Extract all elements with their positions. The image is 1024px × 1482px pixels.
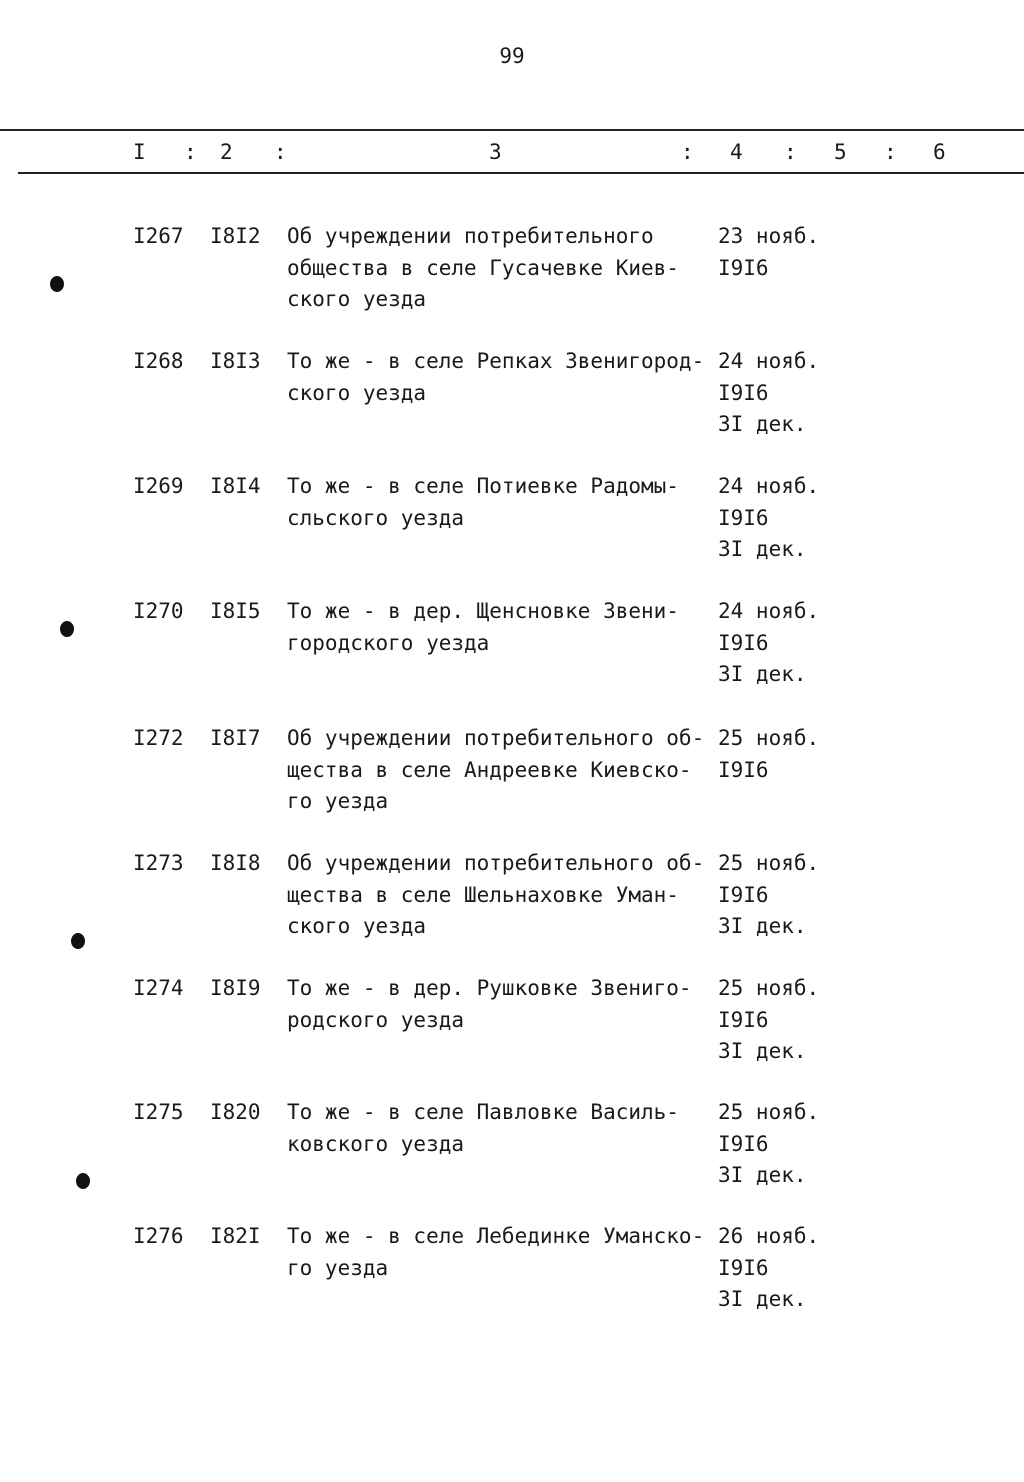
entry-dates (718, 596, 819, 691)
entry-date-line: 25 нояб. (718, 1100, 820, 1124)
entry-date-line: 3I дек. (718, 1163, 807, 1187)
header-col1: I (133, 140, 146, 164)
entry-date-line: I9I6 (718, 1255, 769, 1280)
entry-date-line: I9I6 (718, 1007, 769, 1032)
entry-title-line: То же - в дер. Рушковке Звениго- (287, 976, 692, 1000)
entry-dates (718, 1221, 819, 1316)
entry-title-line: сльского уезда (287, 505, 465, 530)
entry-title (287, 1221, 704, 1284)
entry-number: I276 (133, 1224, 184, 1248)
entry-title (287, 596, 679, 659)
entry-title (287, 973, 692, 1036)
entry-date-line: 3I дек. (718, 1287, 807, 1311)
entry-date-line: 3I дек. (718, 412, 807, 436)
entry-title (287, 471, 679, 534)
header-col6: 6 (933, 140, 946, 164)
entry-title (287, 1097, 679, 1160)
entry-date-line: I9I6 (718, 255, 769, 280)
entry-date-line: I9I6 (718, 630, 769, 655)
file-number: I8I8 (210, 851, 261, 875)
file-number: I8I4 (210, 474, 261, 498)
file-number: I8I3 (210, 349, 261, 373)
entry-title-line: щества в селе Шельнаховке Уман- (287, 882, 679, 907)
entry-date-line: I9I6 (718, 505, 769, 530)
entry-date-line: I9I6 (718, 882, 769, 907)
entry-title-line: То же - в дер. Щенсновке Звени- (287, 599, 679, 623)
punch-hole (76, 1173, 90, 1189)
entry-title-line: родского уезда (287, 1007, 465, 1032)
entry-date-line: 25 нояб. (718, 726, 820, 750)
file-number: I820 (210, 1100, 261, 1124)
entry-date-line: 3I дек. (718, 662, 807, 686)
entry-title-line: То же - в селе Лебединке Уманско- (287, 1224, 705, 1248)
entry-title-line: ковского уезда (287, 1131, 465, 1156)
entry-title-line: Об учреждении потребительного об- (287, 726, 705, 750)
entry-title-line: ского уезда (287, 914, 427, 938)
entry-date-line: I9I6 (718, 1131, 769, 1156)
page-number: 99 (499, 44, 525, 68)
entry-title (287, 848, 704, 943)
header-top-rule (0, 129, 1024, 131)
punch-hole (71, 933, 85, 949)
entry-dates (718, 471, 819, 566)
entry-title-line: го уезда (287, 1255, 389, 1280)
header-sep-5: : (884, 140, 897, 164)
entry-number: I275 (133, 1100, 184, 1124)
entry-date-line: 24 нояб. (718, 349, 820, 373)
file-number: I8I9 (210, 976, 261, 1000)
header-sep-2: : (274, 140, 287, 164)
entry-dates (718, 973, 819, 1068)
entry-number: I269 (133, 474, 184, 498)
entry-number: I270 (133, 599, 184, 623)
entry-title-line: То же - в селе Павловке Василь- (287, 1100, 679, 1124)
header-col2: 2 (220, 140, 233, 164)
entry-title-line: ского уезда (287, 380, 427, 405)
entry-date-line: 3I дек. (718, 537, 807, 561)
entry-dates (718, 1097, 819, 1192)
entry-title-line: Об учреждении потребительного (287, 224, 654, 248)
file-number: I82I (210, 1224, 261, 1248)
entry-title (287, 346, 704, 409)
entry-title (287, 723, 704, 818)
entry-title-line: То же - в селе Репках Звенигород- (287, 349, 705, 373)
entry-date-line: 23 нояб. (718, 224, 820, 248)
entry-date-line: 26 нояб. (718, 1224, 820, 1248)
entry-date-line: I9I6 (718, 380, 769, 405)
header-sep-4: : (784, 140, 797, 164)
header-col5: 5 (834, 140, 847, 164)
entry-title-line: То же - в селе Потиевке Радомы- (287, 474, 679, 498)
header-col4: 4 (730, 140, 743, 164)
entry-dates (718, 346, 819, 441)
entry-date-line: 24 нояб. (718, 474, 820, 498)
header-col3: 3 (489, 140, 502, 164)
entry-date-line: 3I дек. (718, 1039, 807, 1063)
punch-hole (50, 276, 64, 292)
entry-number: I267 (133, 224, 184, 248)
entry-dates (718, 723, 819, 786)
entry-title-line: общества в селе Гусачевке Киев- (287, 255, 679, 280)
entry-date-line: 24 нояб. (718, 599, 820, 623)
entry-title-line: го уезда (287, 789, 389, 813)
entry-title (287, 221, 679, 316)
entry-dates (718, 221, 819, 284)
header-sep-3: : (681, 140, 694, 164)
entry-date-line: 25 нояб. (718, 851, 820, 875)
entry-title-line: Об учреждении потребительного об- (287, 851, 705, 875)
entry-number: I273 (133, 851, 184, 875)
entry-number: I268 (133, 349, 184, 373)
file-number: I8I2 (210, 224, 261, 248)
file-number: I8I5 (210, 599, 261, 623)
header-sep-1: : (184, 140, 197, 164)
entry-title-line: городского уезда (287, 630, 490, 655)
file-number: I8I7 (210, 726, 261, 750)
entry-number: I274 (133, 976, 184, 1000)
entry-date-line: 3I дек. (718, 914, 807, 938)
entry-title-line: ского уезда (287, 287, 427, 311)
entry-title-line: щества в селе Андреевке Киевско- (287, 757, 692, 782)
entry-date-line: 25 нояб. (718, 976, 820, 1000)
punch-hole (60, 621, 74, 637)
entry-number: I272 (133, 726, 184, 750)
header-bottom-rule (18, 172, 1024, 174)
entry-date-line: I9I6 (718, 757, 769, 782)
entry-dates (718, 848, 819, 943)
